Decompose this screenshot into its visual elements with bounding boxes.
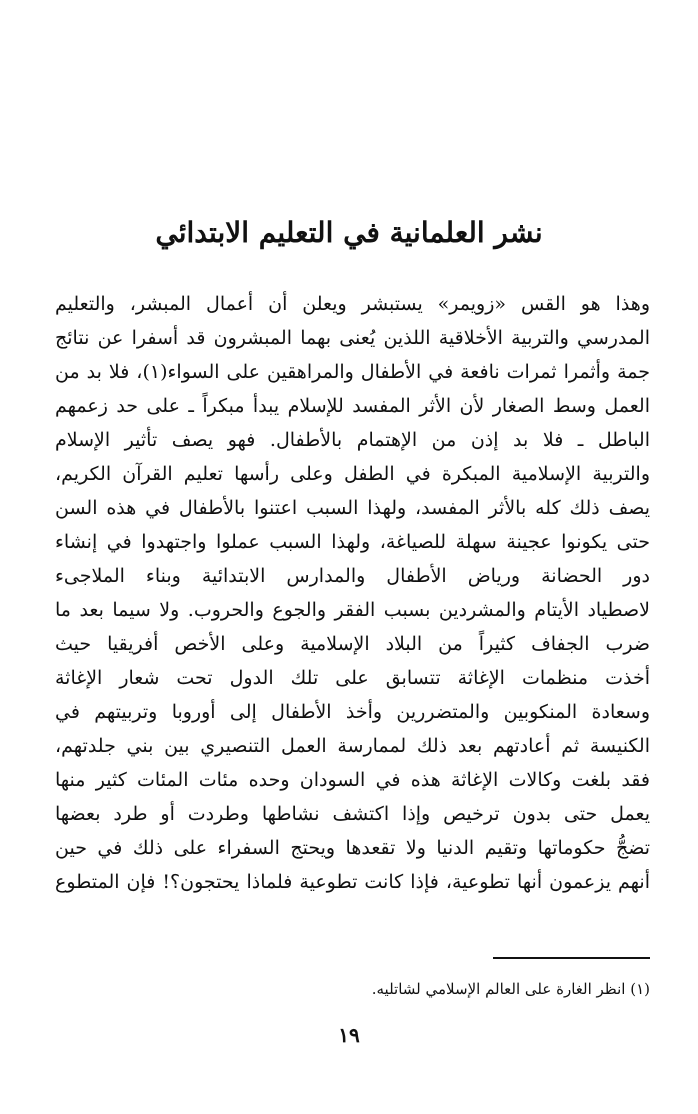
paragraph-line: دور الحضانة ورياض الأطفال والمدارس الابتدائية وبناء الملاجىء bbox=[55, 565, 650, 587]
paragraph-line: العمل وسط الصغار لأن الأثر المفسد للإسلام يبدأ مبكراً ـ على حد زعمهم bbox=[55, 395, 650, 417]
paragraph-line: تضجُّ حكوماتها وتقيم الدنيا ولا تقعدها ويحتج السفراء على ذلك في حين bbox=[55, 837, 650, 859]
page-number: ١٩ bbox=[338, 1023, 360, 1047]
chapter-title: نشر العلمانية في التعليم الابتدائي bbox=[155, 216, 543, 249]
paragraph-line: وهذا هو القس «زويمر» يستبشر ويعلن أن أعمال المبشر، والتعليم bbox=[55, 293, 650, 315]
footnote: (١) انظر الغارة على العالم الإسلامي لشاتليه. bbox=[371, 980, 650, 998]
paragraph-line: أخذت منظمات الإغاثة تتسابق على تلك الدول تحت شعار الإغاثة bbox=[55, 667, 650, 689]
paragraph-line: المدرسي والتربية الأخلاقية اللذين يُعنى بهما المبشرون قد أسفرا عن نتائج bbox=[55, 327, 650, 349]
paragraph-line: والتربية الإسلامية المبكرة في الطفل وعلى رأسها تعليم القرآن الكريم، bbox=[55, 463, 650, 485]
body-paragraph bbox=[55, 287, 650, 899]
paragraph-line: الباطل ـ فلا بد إذن من الإهتمام بالأطفال. فهو يصف تأثير الإسلام bbox=[55, 429, 650, 451]
paragraph-line: يصف ذلك كله بالأثر المفسد، ولهذا السبب اعتنوا بالأطفال في هذه السن bbox=[55, 497, 650, 519]
paragraph-line: حتى يكونوا عجينة سهلة للصياغة، ولهذا السبب عملوا واجتهدوا في إنشاء bbox=[55, 531, 650, 553]
paragraph-line: أنهم يزعمون أنها تطوعية، فإذا كانت تطوعية فلماذا يحتجون؟! فإن المتطوع bbox=[55, 871, 650, 893]
footnote-divider bbox=[493, 957, 650, 959]
paragraph-line: فقد بلغت وكالات الإغاثة هذه في السودان وحده مئات المئات كثير منها bbox=[55, 769, 650, 791]
paragraph-line: لاصطياد الأيتام والمشردين بسبب الفقر والجوع والحروب. ولا سيما بعد ما bbox=[55, 599, 650, 621]
paragraph-line: جمة وأثمرا ثمرات نافعة في الأطفال والمراهقين على السواء(١)، فلا بد من bbox=[55, 361, 650, 383]
paragraph-line: وسعادة المنكوبين والمتضررين وأخذ الأطفال إلى أوروبا وتربيتهم في bbox=[55, 701, 650, 723]
paragraph-line: الكنيسة ثم أعادتهم بعد ذلك لممارسة العمل التنصيري بين بني جلدتهم، bbox=[55, 735, 650, 757]
paragraph-line: يعمل حتى بدون ترخيص وإذا اكتشف نشاطها وطردت أو طرد بعضها bbox=[55, 803, 650, 825]
paragraph-line: ضرب الجفاف كثيراً من البلاد الإسلامية وعلى الأخص أفريقيا حيث bbox=[55, 633, 650, 655]
